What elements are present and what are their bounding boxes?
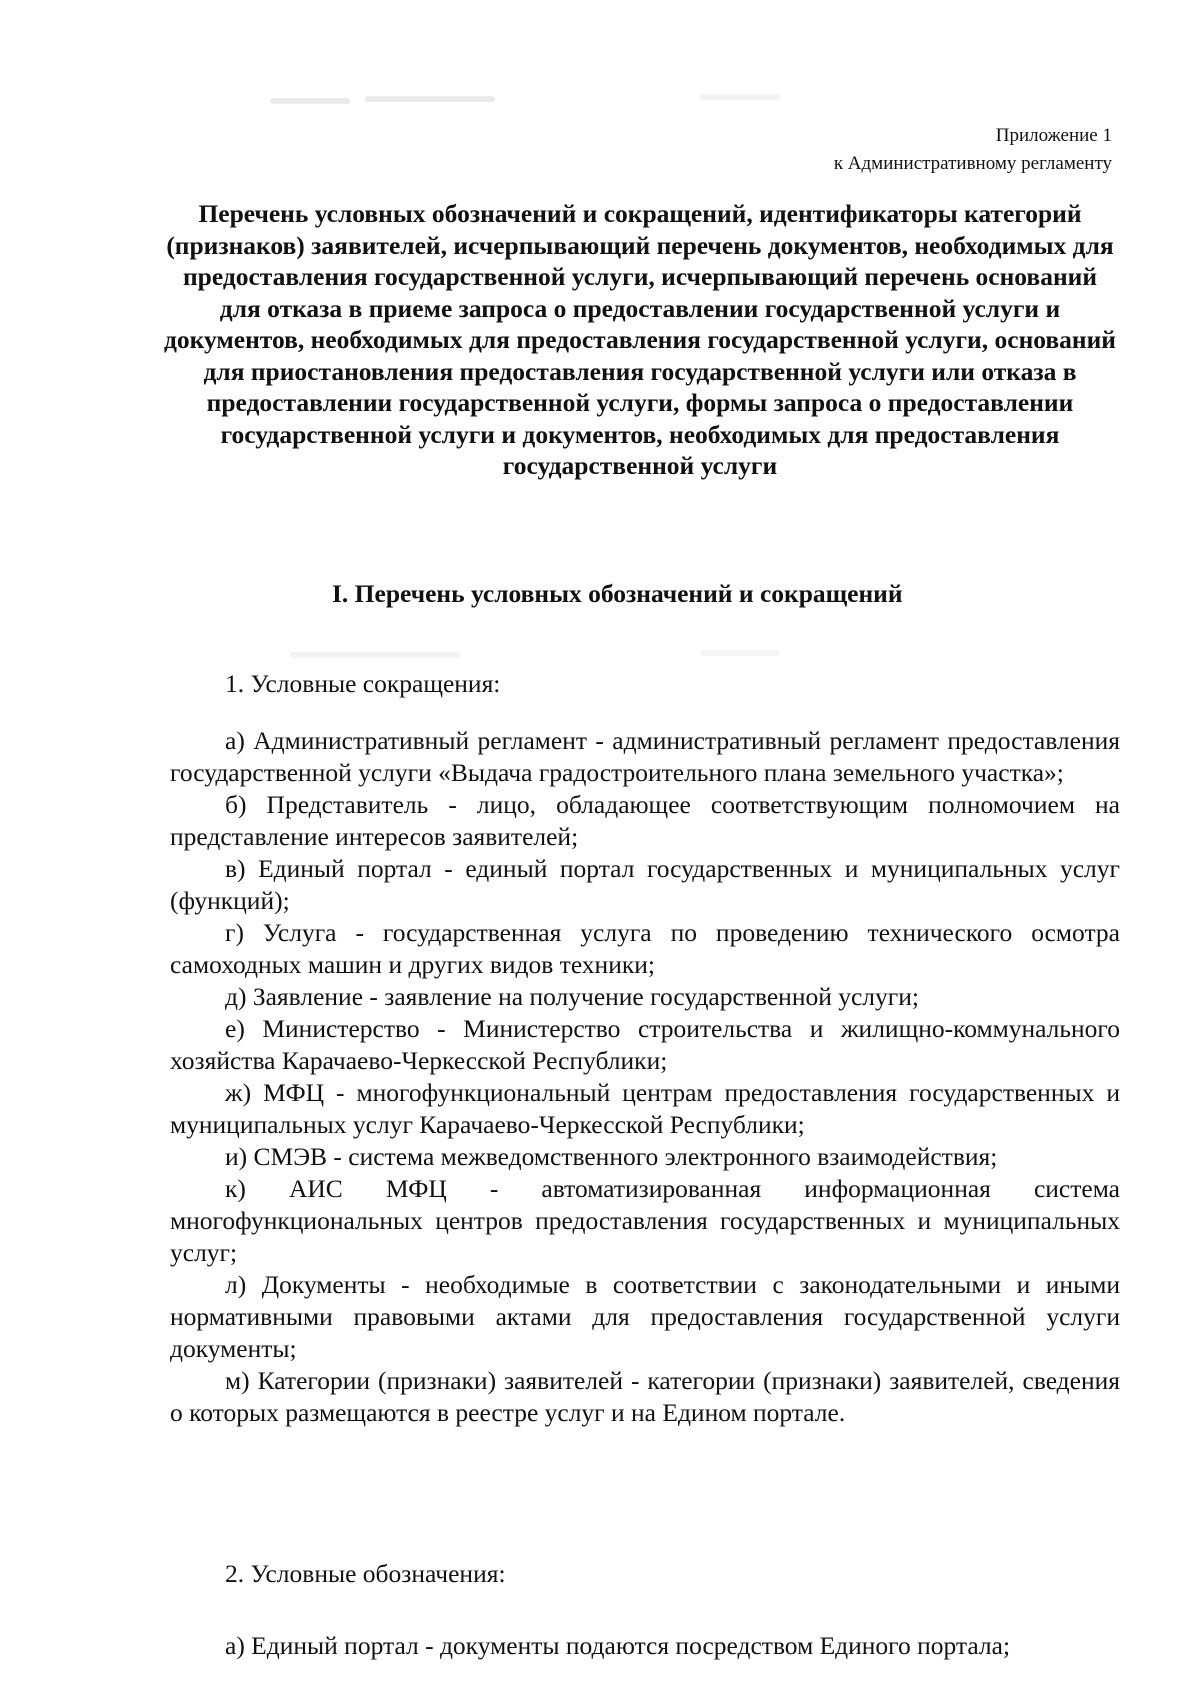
scan-artifact (270, 98, 350, 104)
list-item: ж) МФЦ - многофункциональный центрам предоставления государственных и муниципальных услуг Карачаево-Черкесской Республики; (170, 1078, 1120, 1139)
scan-artifact (290, 652, 460, 658)
scan-artifact (365, 96, 495, 102)
list-item: м) Категории (признаки) заявителей - категории (признаки) заявителей, сведения о которых размещаются в реестре услуг и на Едином портале. (170, 1366, 1120, 1427)
scan-artifact (700, 650, 780, 656)
annex-line-1: Приложение 1 (995, 125, 1112, 146)
list-item: к) АИС МФЦ - автоматизированная информационная система многофункциональных центров предоставления государственных и муниципальных услуг; (170, 1174, 1120, 1267)
list-item: г) Услуга - государственная услуга по проведению технического осмотра самоходных машин и других видов техники; (170, 918, 1120, 979)
list-item: а) Административный регламент - административный регламент предоставления государственной услуги «Выдача градостроительного плана земельного участка»; (170, 726, 1120, 787)
list-item: а) Единый портал - документы подаются посредством Единого портала; (225, 1631, 1011, 1660)
list-item: л) Документы - необходимые в соответствии с законодательными и иными нормативными правовыми актами для предоставления государственной услуги документы; (170, 1270, 1120, 1363)
document-title: Перечень условных обозначений и сокращений, идентификаторы категорий (признаков) заявителей, исчерпывающий перечень документов, необходимых для предоставления государственной услуги, исчерпывающий перечень оснований для отказа в приеме запроса о предоставлении государственной услуги и документов, необходимых для предоставления государственной услуги, оснований для приостановления предоставления государственной услуги или отказа в предоставлении государственной услуги, формы запроса о предоставлении государственной услуги и документов, необходимых для предоставления государственной услуги (164, 199, 1116, 480)
list-item: б) Представитель - лицо, обладающее соответствующим полномочием на представление интересов заявителей; (170, 790, 1120, 851)
section-heading: I. Перечень условных обозначений и сокращений (332, 579, 903, 608)
subsection-2-heading: 2. Условные обозначения: (225, 1559, 506, 1588)
subsection-1-heading: 1. Условные сокращения: (225, 669, 501, 698)
list-item: д) Заявление - заявление на получение государственной услуги; (225, 982, 919, 1011)
list-item: е) Министерство - Министерство строительства и жилищно-коммунального хозяйства Карачаево-Черкесской Республики; (170, 1014, 1120, 1075)
annex-note (834, 122, 1112, 178)
abbreviations-list (170, 725, 1120, 1429)
scan-artifact (700, 94, 780, 100)
list-item: в) Единый портал - единый портал государственных и муниципальных услуг (функций); (170, 854, 1120, 915)
annex-line-2: к Административному регламенту (833, 153, 1112, 174)
list-item: и) СМЭВ - система межведомственного электронного взаимодействия; (225, 1142, 998, 1171)
